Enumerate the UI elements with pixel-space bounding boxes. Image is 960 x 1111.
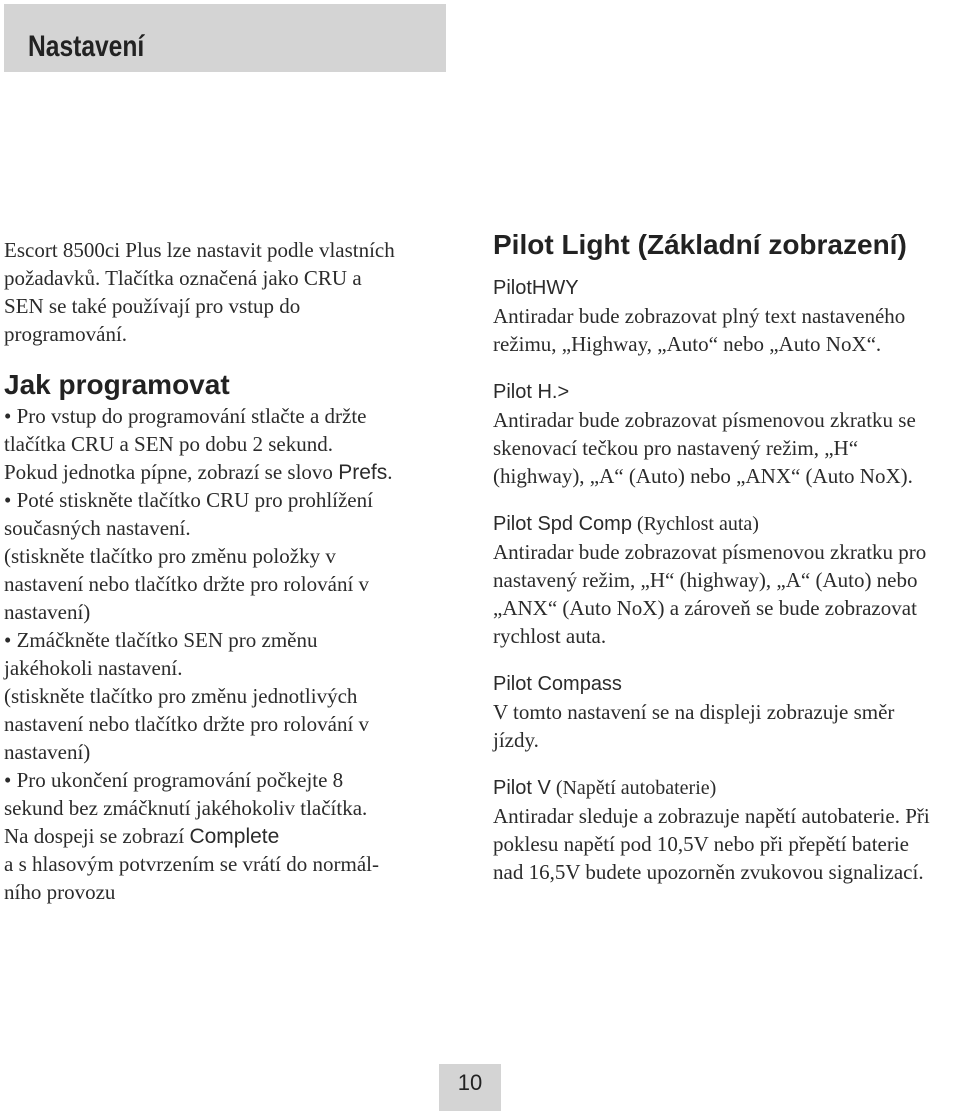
setting-description-line: „ANX“ (Auto NoX) a zároveň se bude zobrazovat [493, 596, 917, 620]
instruction-line: sekund bez zmáčknutí jakéhokoliv tlačítka. [4, 796, 368, 820]
instruction-text: Pokud jednotka pípne, zobrazí se slovo [4, 460, 339, 484]
instruction-line: nastavení nebo tlačítko držte pro rolování v [4, 572, 370, 596]
setting-description-line: poklesu napětí pod 10,5V nebo při přepětí baterie [493, 832, 910, 856]
instruction-line: ního provozu [4, 880, 116, 904]
setting-title [493, 670, 958, 698]
setting-title [493, 274, 958, 302]
setting-description-line: rychlost auta. [493, 624, 607, 648]
setting-item-pilot-v [493, 774, 958, 886]
instruction-line: • Poté stiskněte tlačítko CRU pro prohlížení [4, 488, 373, 512]
setting-item-pilot-spd-comp [493, 510, 958, 650]
section-heading-how-to-program: Jak programovat [4, 369, 230, 400]
intro-paragraph [4, 236, 446, 348]
instruction-line: tlačítka CRU a SEN po dobu 2 sekund. [4, 432, 333, 456]
setting-description-line: nad 16,5V budete upozorněn zvukovou signalizací. [493, 860, 924, 884]
setting-description-line: Antiradar bude zobrazovat písmenovou zkratku se [493, 408, 916, 432]
setting-title [493, 510, 958, 538]
instruction-line: nastavení) [4, 740, 91, 764]
setting-description-line: V tomto nastavení se na displeji zobrazuje směr [493, 700, 895, 724]
setting-item-pilot-h [493, 378, 958, 490]
setting-description-line: Antiradar sleduje a zobrazuje napětí autobaterie. Při [493, 804, 930, 828]
setting-suffix: (Rychlost auta) [631, 513, 759, 535]
instruction-line: nastavení) [4, 600, 91, 624]
intro-line: SEN se také používají pro vstup do [4, 294, 301, 318]
setting-item-pilot-compass [493, 670, 958, 754]
section-heading-pilot-light: Pilot Light (Základní zobrazení) [493, 229, 907, 260]
setting-title [493, 378, 958, 406]
display-word-prefs: Prefs [338, 461, 388, 484]
instruction-line: současných nastavení. [4, 516, 191, 540]
instruction-line: (stiskněte tlačítko pro změnu jednotlivých [4, 684, 358, 708]
setting-description-line: skenovací tečkou pro nastavený režim, „H“ [493, 436, 859, 460]
page-number-box [439, 1064, 501, 1111]
right-column [493, 228, 958, 886]
instruction-text: . [387, 460, 393, 484]
intro-line: požadavků. Tlačítka označená jako CRU a [4, 266, 362, 290]
instruction-text: Na dospeji se zobrazí [4, 824, 190, 848]
display-word-complete: Complete [189, 825, 280, 848]
instruction-line: jakéhokoli nastavení. [4, 656, 183, 680]
setting-title [493, 774, 958, 802]
setting-suffix: (Napětí autobaterie) [550, 777, 717, 799]
setting-description-line: režimu, „Highway, „Auto“ nebo „Auto NoX“. [493, 332, 882, 356]
setting-description-line: nastavený režim, „H“ (highway), „A“ (Auto) nebo [493, 568, 918, 592]
page-number: 10 [457, 1070, 483, 1095]
instruction-line: • Pro ukončení programování počkejte 8 [4, 768, 344, 792]
intro-line: Escort 8500ci Plus lze nastavit podle vlastních [4, 238, 395, 262]
left-column [4, 236, 446, 906]
instruction-line: • Zmáčkněte tlačítko SEN pro změnu [4, 628, 318, 652]
setting-label: Pilot V [493, 777, 551, 799]
instruction-line [4, 822, 446, 850]
setting-description-line: (highway), „A“ (Auto) nebo „ANX“ (Auto NoX). [493, 464, 913, 488]
setting-description-line: jízdy. [493, 728, 539, 752]
instruction-line: nastavení nebo tlačítko držte pro rolování v [4, 712, 370, 736]
setting-label: Pilot H.> [493, 381, 570, 403]
setting-description-line: Antiradar bude zobrazovat plný text nastaveného [493, 304, 906, 328]
setting-description-line: Antiradar bude zobrazovat písmenovou zkratku pro [493, 540, 927, 564]
setting-label: Pilot Spd Comp [493, 513, 632, 535]
setting-item-pilothwy [493, 274, 958, 358]
setting-label: Pilot Compass [493, 673, 622, 695]
instruction-line: a s hlasovým potvrzením se vrátí do normál- [4, 852, 379, 876]
instruction-line [4, 458, 446, 486]
setting-label: PilotHWY [493, 277, 579, 299]
page-title: Nastavení [28, 30, 145, 63]
instructions [4, 402, 446, 906]
instruction-line: (stiskněte tlačítko pro změnu položky v [4, 544, 336, 568]
instruction-line: • Pro vstup do programování stlačte a držte [4, 404, 367, 428]
intro-line: programování. [4, 322, 128, 346]
header-banner [4, 4, 446, 72]
